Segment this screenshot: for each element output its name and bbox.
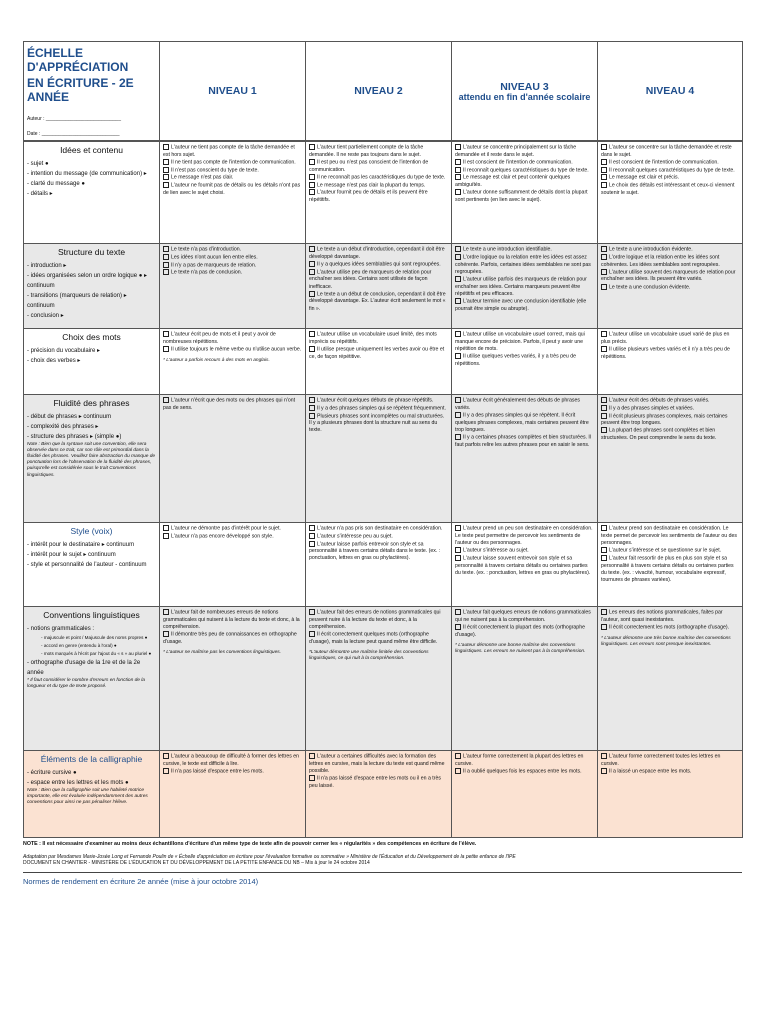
checkbox-icon[interactable]: [309, 397, 315, 403]
descriptor-item: Il écrit correctement quelques mots (orthographe d'usage), mais la lecture peut quand même être difficile.: [309, 631, 438, 645]
checkbox-icon[interactable]: [309, 331, 315, 337]
level2-descriptor-cell: [306, 607, 452, 751]
criterion-item: - écriture cursive ●: [27, 769, 77, 776]
descriptor-item: Il utilise plusieurs verbes variés et il n'y a très peu de répétitions.: [601, 346, 730, 360]
checkbox-icon[interactable]: [455, 525, 461, 531]
level3-subtitle: attendu en fin d'année scolaire: [458, 92, 591, 103]
checkbox-icon[interactable]: [309, 525, 315, 531]
checkbox-icon[interactable]: [601, 397, 607, 403]
checkbox-icon[interactable]: [163, 144, 169, 150]
descriptor-item: Il a oublié quelques fois les espaces entre les mots.: [455, 768, 594, 776]
descriptor-item: Le message est clair et peut contenir quelques ambiguïtés.: [455, 174, 571, 188]
checkbox-icon[interactable]: [455, 397, 461, 403]
descriptor-item: L'auteur utilise un vocabulaire usuel limité, des mots imprécis ou répétitifs.: [309, 331, 437, 345]
checkbox-icon[interactable]: [455, 353, 461, 359]
checkbox-icon[interactable]: [309, 159, 315, 165]
checkbox-icon[interactable]: [309, 631, 315, 637]
criterion-cell: [24, 395, 160, 523]
level3-descriptor-cell: [452, 329, 598, 395]
descriptor-item: Les erreurs des notions grammaticales, faites par l'auteur, sont quasi inexistantes.: [601, 609, 723, 623]
checkbox-icon[interactable]: [309, 533, 315, 539]
descriptor-item: L'auteur prend son destinataire en considération. Le texte permet de percevoir les sentiments de l'auteur ou des personnages.: [601, 525, 737, 547]
checkbox-icon[interactable]: [601, 254, 607, 260]
descriptor-item: L'auteur a certaines difficultés avec la formation des lettres en cursive, mais la lecture du texte est quand même possible.: [309, 753, 445, 775]
footer-note: NOTE : Il est nécessaire d'examiner au moins deux échantillons d'écriture d'un même type de texte afin de pouvoir cerner les « régularités » des compétences en écriture de l'élève.: [23, 841, 477, 848]
criterion-item: - conclusion ▸: [27, 312, 64, 319]
descriptor-item: L'auteur écrit généralement des débuts de phrases variés.: [455, 397, 580, 411]
descriptor-item: L'auteur ne démontre pas d'intérêt pour le sujet.: [163, 525, 302, 533]
checkbox-icon[interactable]: [309, 246, 315, 252]
descriptor-item: Le message est clair et précis.: [601, 174, 739, 182]
checkbox-icon[interactable]: [163, 262, 169, 268]
criterion-items: [27, 261, 156, 321]
checkbox-icon[interactable]: [455, 609, 461, 615]
checkbox-icon[interactable]: [163, 525, 169, 531]
adaptation-credit: Adaptation par Mesdames Marie-Josée Long et Fernande Poulin de « Échelle d'appréciation en écriture pour l'évaluation formative ou sommative » Ministère de l'Éducation et du Développement de la petite enfance de l'IPE: [23, 854, 516, 861]
checkbox-icon[interactable]: [601, 525, 607, 531]
criterion-items: [27, 412, 156, 442]
descriptor-item: L'auteur n'a pas encore développé son style.: [163, 533, 302, 541]
criterion-subitem: - accord en genre (entendu à l'oral) ●: [41, 642, 117, 648]
level2-descriptor-cell: [306, 142, 452, 244]
descriptor-item: L'auteur écrit quelques débuts de phrase répétitifs.: [309, 397, 448, 405]
checkbox-icon[interactable]: [163, 159, 169, 165]
checkbox-icon[interactable]: [601, 174, 607, 180]
descriptor-item: Il a laissé un espace entre les mots.: [601, 768, 739, 776]
descriptor-item: L'auteur fait de nombreuses erreurs de notions grammaticales qui nuisent à la lecture du texte et donc, à la compréhension.: [163, 609, 300, 631]
descriptor-item: Il est peu ou n'est pas conscient de l'intention de communication.: [309, 159, 429, 173]
checkbox-icon[interactable]: [601, 167, 607, 173]
criterion-note: * Il faut considérer le nombre d'erreurs en fonction de la longueur et du type de texte proposé.: [27, 677, 145, 689]
checkbox-icon[interactable]: [309, 261, 315, 267]
level4-header: NIVEAU 4: [598, 42, 743, 141]
checkbox-icon[interactable]: [309, 144, 315, 150]
criterion-items: [27, 768, 156, 788]
level4-descriptor-cell: [598, 607, 743, 751]
criterion-items: [27, 159, 156, 199]
descriptor-item: L'auteur utilise peu de marqueurs de relation pour enchaîner ses idées. Certains sont utilisés de façon inefficace.: [309, 269, 432, 290]
checkbox-icon[interactable]: [601, 331, 607, 337]
level4-descriptor-cell: [598, 244, 743, 329]
descriptor-item: L'auteur s'intéresse peu au sujet.: [309, 533, 448, 541]
criterion-item: - espace entre les lettres et les mots ●: [27, 779, 129, 786]
criterion-title: Choix des mots: [62, 332, 121, 343]
descriptor-item: L'ordre logique et la relation entre les idées sont cohérentes. Les idées semblables sont regroupées.: [601, 254, 720, 268]
checkbox-icon[interactable]: [309, 291, 315, 297]
descriptor-item: Les idées n'ont aucun lien entre elles.: [163, 254, 302, 262]
descriptor-item: L'auteur fait quelques erreurs de notions grammaticales qui ne nuisent pas à la compréhension.: [455, 609, 591, 623]
descriptor-item: Il démontre très peu de connaissances en orthographe d'usage.: [163, 631, 297, 645]
descriptor-item: L'auteur prend un peu son destinataire en considération. Le texte peut permettre de percevoir les sentiments de l'auteur ou des personnages.: [455, 525, 593, 547]
descriptor-item: Le texte n'a pas de conclusion.: [163, 269, 302, 277]
checkbox-icon[interactable]: [455, 434, 461, 440]
checkbox-icon[interactable]: [455, 189, 461, 195]
descriptor-item: Le choix des détails est intéressant et ceux-ci viennent soutenir le sujet.: [601, 182, 735, 196]
checkbox-icon[interactable]: [601, 405, 607, 411]
criterion-item: - notions grammaticales :: [27, 625, 95, 632]
checkbox-icon[interactable]: [601, 269, 607, 275]
criterion-item: - intention du message (de communication) ▸: [27, 170, 147, 177]
descriptor-item: Il y a des phrases simples qui se répètent. Il écrit quelques phrases complexes, mais certaines peuvent être trop longues.: [455, 412, 589, 433]
criterion-cell: [24, 523, 160, 607]
checkbox-icon[interactable]: [601, 427, 607, 433]
checkbox-icon[interactable]: [309, 174, 315, 180]
descriptor-item: L'auteur utilise souvent des marqueurs de relation pour enchaîner ses idées. Ils peuvent être variés.: [601, 269, 736, 283]
level2-descriptor-cell: [306, 751, 452, 838]
criterion-item: - introduction ▸: [27, 262, 67, 269]
criterion-item: - début de phrases ▸ continuum: [27, 413, 112, 420]
checkbox-icon[interactable]: [163, 346, 169, 352]
criterion-item: - sujet ●: [27, 160, 49, 167]
descriptor-item: L'auteur s'intéresse au sujet.: [455, 547, 594, 555]
checkbox-icon[interactable]: [455, 298, 461, 304]
criterion-row: [24, 607, 743, 751]
level2-descriptor-cell: [306, 329, 452, 395]
descriptor-item: L'auteur utilise parfois des marqueurs de relation pour enchaîner ses idées. Certains marqueurs peuvent être répétitifs et peu efficaces.: [455, 276, 587, 297]
checkbox-icon[interactable]: [309, 775, 315, 781]
checkbox-icon[interactable]: [601, 547, 607, 553]
level3-descriptor-cell: [452, 395, 598, 523]
descriptor-item: L'auteur tient partiellement compte de la tâche demandée. Il ne reste pas toujours dans le sujet.: [309, 144, 424, 158]
descriptor-item: L'auteur laisse souvent entrevoir son style et sa personnalité à travers certains détails ou certaines parties du texte. (ex. : ponctuation, lettres en gras ou phylactères).: [455, 555, 591, 576]
criterion-item: - orthographe d'usage de la 1re et de la 2e année: [27, 659, 141, 676]
descriptor-item: L'auteur se concentre principalement sur la tâche demandée et il reste dans le sujet.: [455, 144, 577, 158]
checkbox-icon[interactable]: [601, 346, 607, 352]
level4-descriptor-cell: [598, 395, 743, 523]
descriptor-item: Il écrit correctement la plupart des mots (orthographe d'usage).: [455, 624, 585, 638]
descriptor-item: Il y a des phrases simples qui se répètent fréquemment.: [309, 405, 448, 413]
descriptor-item: L'auteur laisse parfois entrevoir son style et sa personnalité à travers certains détails dans le texte. (ex. : ponctuation, lettres en gras ou phylactères).: [309, 540, 441, 562]
criterion-item: - transitions (marqueurs de relation) ▸ continuum: [27, 292, 127, 309]
criterion-subitem: - mots marqués à l'écrit par l'ajout du « s » au pluriel ●: [41, 650, 152, 656]
checkbox-icon[interactable]: [455, 547, 461, 553]
footer-divider: [23, 872, 742, 873]
checkbox-icon[interactable]: [309, 182, 315, 188]
checkbox-icon[interactable]: [163, 533, 169, 539]
descriptor-item: Le texte a une conclusion évidente.: [601, 284, 739, 292]
level1-descriptor-cell: [160, 329, 306, 395]
descriptor-item: Il écrit correctement les mots (orthographe d'usage).: [601, 624, 739, 632]
descriptor-item: Il écrit plusieurs phrases complexes, mais certaines peuvent être trop longues.: [601, 412, 728, 427]
criterion-item: - précision du vocabulaire ▸: [27, 347, 101, 354]
checkbox-icon[interactable]: [455, 624, 461, 630]
checkbox-icon[interactable]: [163, 167, 169, 173]
checkbox-icon[interactable]: [601, 159, 607, 165]
descriptor-item: Il y a certaines phrases complètes et bien structurées. Il faut parfois relire les autres phrases pour en saisir le sens.: [455, 434, 592, 448]
descriptor-item: L'auteur n'écrit que des mots ou des phrases qui n'ont pas de sens.: [163, 397, 296, 411]
descriptor-item: L'auteur utilise un vocabulaire usuel correct, mais qui manque encore de précision. Parfois, il peut y avoir une répétition de mots.: [455, 331, 585, 353]
checkbox-icon[interactable]: [309, 405, 315, 411]
criterion-title: Style (voix): [70, 526, 113, 537]
descriptor-item: Il reconnaît quelques caractéristiques du type de texte.: [455, 167, 594, 175]
criterion-row: [24, 142, 743, 244]
checkbox-icon[interactable]: [163, 269, 169, 275]
level2-header: NIVEAU 2: [306, 42, 452, 141]
author-field: Auteur : ___________________________: [27, 116, 121, 122]
descriptor-item: Le texte a une introduction évidente.: [601, 246, 739, 254]
checkbox-icon[interactable]: [309, 346, 315, 352]
level4-descriptor-cell: [598, 329, 743, 395]
checkbox-icon[interactable]: [163, 753, 169, 759]
descriptor-item: Le message n'est pas clair.: [163, 174, 302, 182]
checkbox-icon[interactable]: [455, 254, 461, 260]
criterion-cell: [24, 329, 160, 395]
criterion-item: - clarté du message ●: [27, 180, 85, 187]
level1-header: NIVEAU 1: [160, 42, 306, 141]
descriptor-note: *L'auteur démontre une maîtrise limitée des conventions linguistiques, ce qui nuit à la compréhension.: [309, 650, 429, 662]
checkbox-icon[interactable]: [601, 246, 607, 252]
criterion-items: [27, 346, 156, 366]
criterion-row: [24, 751, 743, 838]
descriptor-item: Il ne reconnaît pas les caractéristiques du type de texte.: [309, 174, 448, 182]
descriptor-item: L'auteur donne suffisamment de détails dont la plupart sont pertinents (en lien avec le sujet).: [455, 189, 588, 203]
level1-descriptor-cell: [160, 395, 306, 523]
criterion-item: - intérêt pour le destinataire ▸ continuum: [27, 541, 135, 548]
descriptor-item: L'auteur forme correctement la plupart des lettres en cursive.: [455, 753, 584, 767]
descriptor-item: L'auteur écrit des débuts de phrases variés.: [601, 397, 739, 405]
checkbox-icon[interactable]: [455, 331, 461, 337]
checkbox-icon[interactable]: [601, 413, 607, 419]
assessment-grid: [23, 41, 743, 141]
checkbox-icon[interactable]: [163, 768, 169, 774]
checkbox-icon[interactable]: [455, 159, 461, 165]
criterion-item: - structure des phrases ▸ (simple ●): [27, 433, 122, 440]
criterion-note: Note : Bien que la calligraphie soit une habileté motrice importante, elle est évaluée indépendamment des autres conventions pour ainsi ne pas pénaliser l'élève.: [27, 787, 148, 806]
level2-descriptor-cell: [306, 523, 452, 607]
descriptor-note: * L'auteur démontre une bonne maîtrise des conventions linguistiques. Les erreurs ne nuisent pas à la compréhension.: [455, 642, 586, 655]
descriptor-item: Il reconnaît quelques caractéristiques du type de texte.: [601, 167, 739, 175]
checkbox-icon[interactable]: [163, 331, 169, 337]
descriptor-item: Le texte a une introduction identifiable.: [455, 246, 594, 254]
criterion-row: [24, 523, 743, 607]
level3-descriptor-cell: [452, 523, 598, 607]
criterion-title: Idées et contenu: [60, 145, 123, 156]
descriptor-item: Il y a quelques idées semblables qui sont regroupées.: [309, 261, 448, 269]
descriptor-item: L'auteur utilise un vocabulaire usuel varié de plus en plus précis.: [601, 331, 730, 345]
descriptor-item: L'auteur écrit peu de mots et il peut y avoir de nombreuses répétitions.: [163, 331, 276, 345]
level3-descriptor-cell: [452, 607, 598, 751]
level4-descriptor-cell: [598, 142, 743, 244]
checkbox-icon[interactable]: [455, 174, 461, 180]
title-cell: [24, 42, 160, 141]
criterion-item: - choix des verbes ▸: [27, 357, 81, 364]
descriptor-item: Il ne tient pas compte de l'intention de communication.: [163, 159, 302, 167]
descriptor-item: L'auteur a beaucoup de difficulté à former des lettres en cursive, le texte est difficile à lire.: [163, 753, 300, 767]
descriptor-item: Il n'a pas laissé d'espace entre les mots.: [163, 768, 302, 776]
descriptor-item: L'auteur fait ressortir de plus en plus son style et sa personnalité à travers certains détails ou certaines parties du texte. (ex. : vivacité, humour, vocabulaire expressif, tournures de phrases variées).: [601, 555, 734, 583]
level1-descriptor-cell: [160, 523, 306, 607]
checkbox-icon[interactable]: [601, 182, 607, 188]
criterion-row: [24, 244, 743, 329]
criterion-subitem: - majuscule et point / Majuscule des noms propres ●: [41, 634, 148, 640]
checkbox-icon[interactable]: [455, 144, 461, 150]
descriptor-item: L'auteur ne tient pas compte de la tâche demandée et est hors sujet.: [163, 144, 295, 158]
descriptor-item: L'auteur s'intéresse et se questionne sur le sujet.: [601, 547, 739, 555]
level4-descriptor-cell: [598, 751, 743, 838]
level1-descriptor-cell: [160, 142, 306, 244]
checkbox-icon[interactable]: [601, 753, 607, 759]
document-status: DOCUMENT EN CHANTIER - MINISTÈRE DE L'ÉDUCATION ET DU DÉVELOPPEMENT DE LA PETITE ENFANCE DU NB – Mis à jour le 24 octobre 2014: [23, 860, 370, 867]
checkbox-icon[interactable]: [455, 555, 461, 561]
descriptor-item: Il n'a pas laissé d'espace entre les mots ou il en a très peu laissé.: [309, 775, 441, 789]
criterion-item: - détails ▸: [27, 190, 53, 197]
checkbox-icon[interactable]: [163, 609, 169, 615]
level3-header: NIVEAU 3 attendu en fin d'année scolaire: [452, 42, 598, 141]
checkbox-icon[interactable]: [309, 413, 315, 419]
criterion-item: - idées organisées selon un ordre logique ● ▸ continuum: [27, 272, 148, 289]
checkbox-icon[interactable]: [163, 631, 169, 637]
checkbox-icon[interactable]: [163, 174, 169, 180]
assessment-document: [23, 41, 742, 886]
descriptor-note: * L'auteur démontre une très bonne maîtrise des conventions linguistiques. Les erreurs sont presque inexistantes.: [601, 635, 731, 647]
checkbox-icon[interactable]: [309, 189, 315, 195]
criterion-title: Fluidité des phrases: [53, 398, 130, 409]
descriptor-item: Il n'y a pas de marqueurs de relation.: [163, 262, 302, 270]
criterion-title: Éléments de la calligraphie: [40, 754, 143, 765]
checkbox-icon[interactable]: [455, 167, 461, 173]
checkbox-icon[interactable]: [601, 555, 607, 561]
checkbox-icon[interactable]: [309, 269, 315, 275]
checkbox-icon[interactable]: [309, 609, 315, 615]
descriptor-note: * L'auteur a parfois recours à des mots en anglais.: [163, 357, 270, 363]
descriptor-item: Il utilise quelques verbes variés, il y a très peu de répétitions.: [455, 353, 577, 367]
descriptor-item: L'auteur se concentre sur la tâche demandée et reste dans le sujet.: [601, 144, 732, 158]
criterion-cell: [24, 142, 160, 244]
descriptor-item: Le message n'est pas clair la plupart du temps.: [309, 182, 448, 190]
descriptor-item: Il utilise toujours le même verbe ou n'utilise aucun verbe.: [163, 346, 302, 354]
checkbox-icon[interactable]: [309, 753, 315, 759]
level3-descriptor-cell: [452, 751, 598, 838]
checkbox-icon[interactable]: [455, 768, 461, 774]
criterion-cell: [24, 244, 160, 329]
descriptor-item: L'ordre logique ou la relation entre les idées est assez cohérente. Parfois, certaines idées semblables ne sont pas regroupées.: [455, 254, 591, 275]
checkbox-icon[interactable]: [455, 276, 461, 282]
criterion-row: [24, 329, 743, 395]
descriptor-item: L'auteur fait des erreurs de notions grammaticales qui peuvent nuire à la lecture du texte et donc, à la compréhension.: [309, 609, 441, 631]
level3-descriptor-cell: [452, 244, 598, 329]
checkbox-icon[interactable]: [163, 254, 169, 260]
descriptor-item: L'auteur ne fournit pas de détails ou les détails n'ont pas de lien avec le sujet choisi.: [163, 182, 301, 196]
level1-descriptor-cell: [160, 751, 306, 838]
descriptor-item: L'auteur termine avec une conclusion identifiable (elle pourrait être simple ou abrupte).: [455, 298, 587, 312]
level1-descriptor-cell: [160, 244, 306, 329]
criteria-grid: [23, 141, 743, 838]
descriptor-item: Il n'est pas conscient du type de texte.: [163, 167, 302, 175]
header-row: [24, 42, 743, 141]
descriptor-item: Il est conscient de l'intention de communication.: [455, 159, 594, 167]
checkbox-icon[interactable]: [163, 182, 169, 188]
level3-descriptor-cell: [452, 142, 598, 244]
level4-descriptor-cell: [598, 523, 743, 607]
descriptor-note: * L'auteur ne maîtrise pas les conventions linguistiques.: [163, 650, 281, 656]
criterion-cell: [24, 607, 160, 751]
criterion-items: [27, 624, 156, 678]
checkbox-icon[interactable]: [455, 246, 461, 252]
criterion-title: Conventions linguistiques: [43, 610, 140, 621]
descriptor-item: L'auteur forme correctement toutes les lettres en cursive.: [601, 753, 721, 767]
checkbox-icon[interactable]: [455, 753, 461, 759]
descriptor-item: Il est conscient de l'intention de communication.: [601, 159, 739, 167]
criterion-item: - style et personnalité de l'auteur - continuum: [27, 561, 147, 568]
criterion-note: Note : Bien que la syntaxe soit une convention, elle sera observée dans ce trait, car son rôle est primordial dans la fluidité des phrases. Veuillez faire abstraction du manque de ponctuation lors de l'observation de la fluidité des phrases, puisqu'elle est considérée sous le trait Conventions linguistiques.: [27, 441, 156, 478]
criterion-item: - intérêt pour le sujet ▸ continuum: [27, 551, 116, 558]
footer-norms: Normes de rendement en écriture 2e année (mise à jour octobre 2014): [23, 877, 259, 887]
descriptor-item: La plupart des phrases sont complètes et bien structurées. On peut comprendre le sens du texte.: [601, 427, 717, 441]
page-title-line1: ÉCHELLE D'APPRÉCIATION: [27, 46, 129, 74]
date-field: Date : ____________________________: [27, 131, 120, 138]
level2-descriptor-cell: [306, 244, 452, 329]
descriptor-item: L'auteur fournit peu de détails et ils peuvent être répétitifs.: [309, 189, 428, 203]
descriptor-item: Il y a des phrases simples et variées.: [601, 405, 739, 413]
checkbox-icon[interactable]: [163, 246, 169, 252]
checkbox-icon[interactable]: [309, 541, 315, 547]
descriptor-item: Le texte n'a pas d'introduction.: [163, 246, 302, 254]
checkbox-icon[interactable]: [601, 609, 607, 615]
descriptor-item: Le texte a un début d'introduction, cependant il doit être développé davantage.: [309, 246, 445, 260]
descriptor-item: Il utilise presque uniquement les verbes avoir ou être et ce, de façon répétitive.: [309, 346, 445, 360]
checkbox-icon[interactable]: [601, 284, 607, 290]
checkbox-icon[interactable]: [163, 397, 169, 403]
criterion-row: [24, 395, 743, 523]
checkbox-icon[interactable]: [601, 144, 607, 150]
level1-descriptor-cell: [160, 607, 306, 751]
descriptor-item: Le texte a un début de conclusion, cependant il doit être développé davantage. Ex. L'auteur écrit seulement le mot « fin ».: [309, 291, 446, 312]
criterion-items: [27, 540, 156, 570]
criterion-title: Structure du texte: [57, 247, 126, 258]
criterion-item: - complexité des phrases ▸: [27, 423, 99, 430]
descriptor-item: L'auteur n'a pas pris son destinataire en considération.: [309, 525, 448, 533]
checkbox-icon[interactable]: [455, 412, 461, 418]
checkbox-icon[interactable]: [601, 768, 607, 774]
level2-descriptor-cell: [306, 395, 452, 523]
page-title-line2: EN ÉCRITURE - 2E ANNÉE: [27, 76, 134, 104]
descriptor-item: Plusieurs phrases sont incomplètes ou mal structurées. Il y a plusieurs phrases dont la structure nuit au sens du texte.: [309, 412, 445, 434]
criterion-cell: [24, 751, 160, 838]
checkbox-icon[interactable]: [601, 624, 607, 630]
